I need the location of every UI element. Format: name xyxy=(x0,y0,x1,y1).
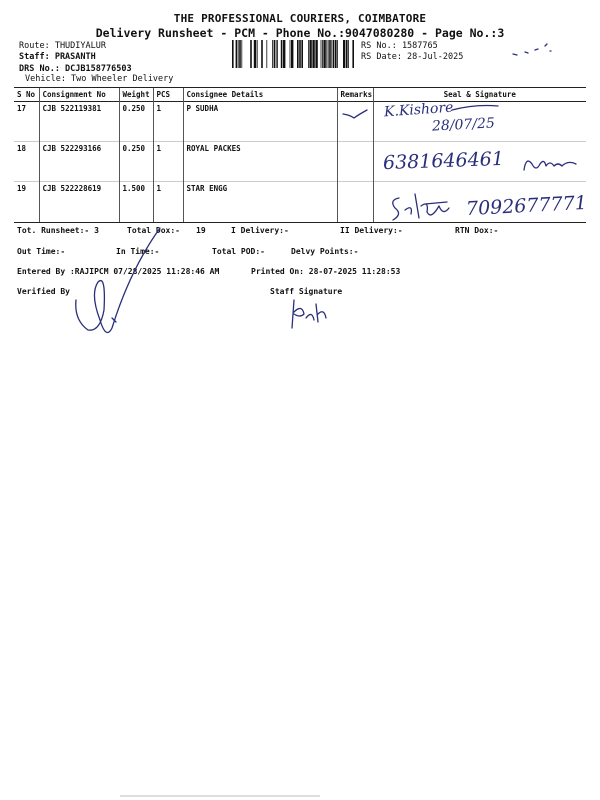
rtn-dox: RTN Dox:- xyxy=(455,226,499,235)
col-header-weight: Weight xyxy=(119,88,153,102)
total-dox-label: Total Dox:- xyxy=(127,226,180,235)
total-pod: Total POD:- xyxy=(212,247,265,256)
route-label: Route: THUDIYALUR xyxy=(19,41,106,51)
in-time: In Time:- xyxy=(116,247,160,256)
handwritten-phone-row19: 7092677771 xyxy=(465,191,588,221)
cell-weight: 0.250 xyxy=(119,102,153,142)
col-header-signature: Seal & Signature xyxy=(373,88,586,102)
cell-pcs: 1 xyxy=(153,182,183,222)
handwritten-receiver-name: K.Kishore xyxy=(383,99,454,121)
cell-pcs: 1 xyxy=(153,102,183,142)
staff-label: Staff: PRASANTH xyxy=(19,52,96,62)
cell-sno: 17 xyxy=(17,104,27,113)
cell-sno: 19 xyxy=(17,184,27,193)
col-header-pcs: PCS xyxy=(153,88,183,102)
barcode xyxy=(232,40,356,68)
cell-consignee: STAR ENGG xyxy=(183,182,337,222)
ii-delivery: II Delivery:- xyxy=(340,226,403,235)
cell-sno: 18 xyxy=(17,144,27,153)
cell-consignment: CJB 522228619 xyxy=(39,182,119,222)
runsheet-subtitle: Delivery Runsheet - PCM - Phone No.:9047080280 - Page No.:3 xyxy=(95,26,505,40)
staff-signature-label: Staff Signature xyxy=(270,287,343,296)
scan-edge-mark xyxy=(120,795,320,797)
rs-date: RS Date: 28-Jul-2025 xyxy=(361,52,464,62)
company-title: THE PROFESSIONAL COURIERS, COIMBATORE xyxy=(173,12,427,25)
cell-weight: 1.500 xyxy=(119,182,153,222)
verified-by-label: Verified By xyxy=(17,287,70,296)
remark-tick-mark xyxy=(340,106,370,126)
table-row xyxy=(14,102,586,142)
cell-consignment: CJB 522293166 xyxy=(39,142,119,182)
cell-consignee: P SUDHA xyxy=(183,102,337,142)
handwritten-phone-row18: 6381646461 xyxy=(382,147,505,175)
total-dox-value: 19 xyxy=(196,226,206,235)
col-header-sno: S No xyxy=(17,90,36,99)
verifier-signature xyxy=(60,220,180,350)
handwritten-signature-row18 xyxy=(520,150,580,176)
i-delivery: I Delivery:- xyxy=(231,226,289,235)
staff-signature xyxy=(282,296,332,332)
tot-runsheet: Tot. Runsheet:- 3 xyxy=(17,226,99,235)
handwritten-signature-row19 xyxy=(385,190,465,226)
name-underline xyxy=(450,100,500,114)
vehicle-label: Vehicle: Two Wheeler Delivery xyxy=(25,74,174,84)
rs-number: RS No.: 1587765 xyxy=(361,41,438,51)
cell-consignee: ROYAL PACKES xyxy=(183,142,337,182)
printed-on: Printed On: 28-07-2025 11:28:53 xyxy=(251,267,401,276)
col-header-consignee: Consignee Details xyxy=(183,88,337,102)
stray-ink-marks xyxy=(505,40,565,64)
out-time: Out Time:- xyxy=(17,247,66,256)
entered-by: Entered By :RAJIPCM 07/28/2025 11:28:46 AM xyxy=(17,267,220,276)
cell-remarks xyxy=(337,142,373,182)
col-header-consignment: Consignment No xyxy=(39,88,119,102)
cell-pcs: 1 xyxy=(153,142,183,182)
cell-remarks xyxy=(337,182,373,222)
drs-number: DRS No.: DCJB158776503 xyxy=(19,64,132,74)
delvy-points: Delvy Points:- xyxy=(291,247,359,256)
col-header-remarks: Remarks xyxy=(337,88,373,102)
cell-weight: 0.250 xyxy=(119,142,153,182)
handwritten-date: 28/07/25 xyxy=(431,115,496,135)
table-header-row xyxy=(14,88,586,102)
cell-consignment: CJB 522119381 xyxy=(39,102,119,142)
